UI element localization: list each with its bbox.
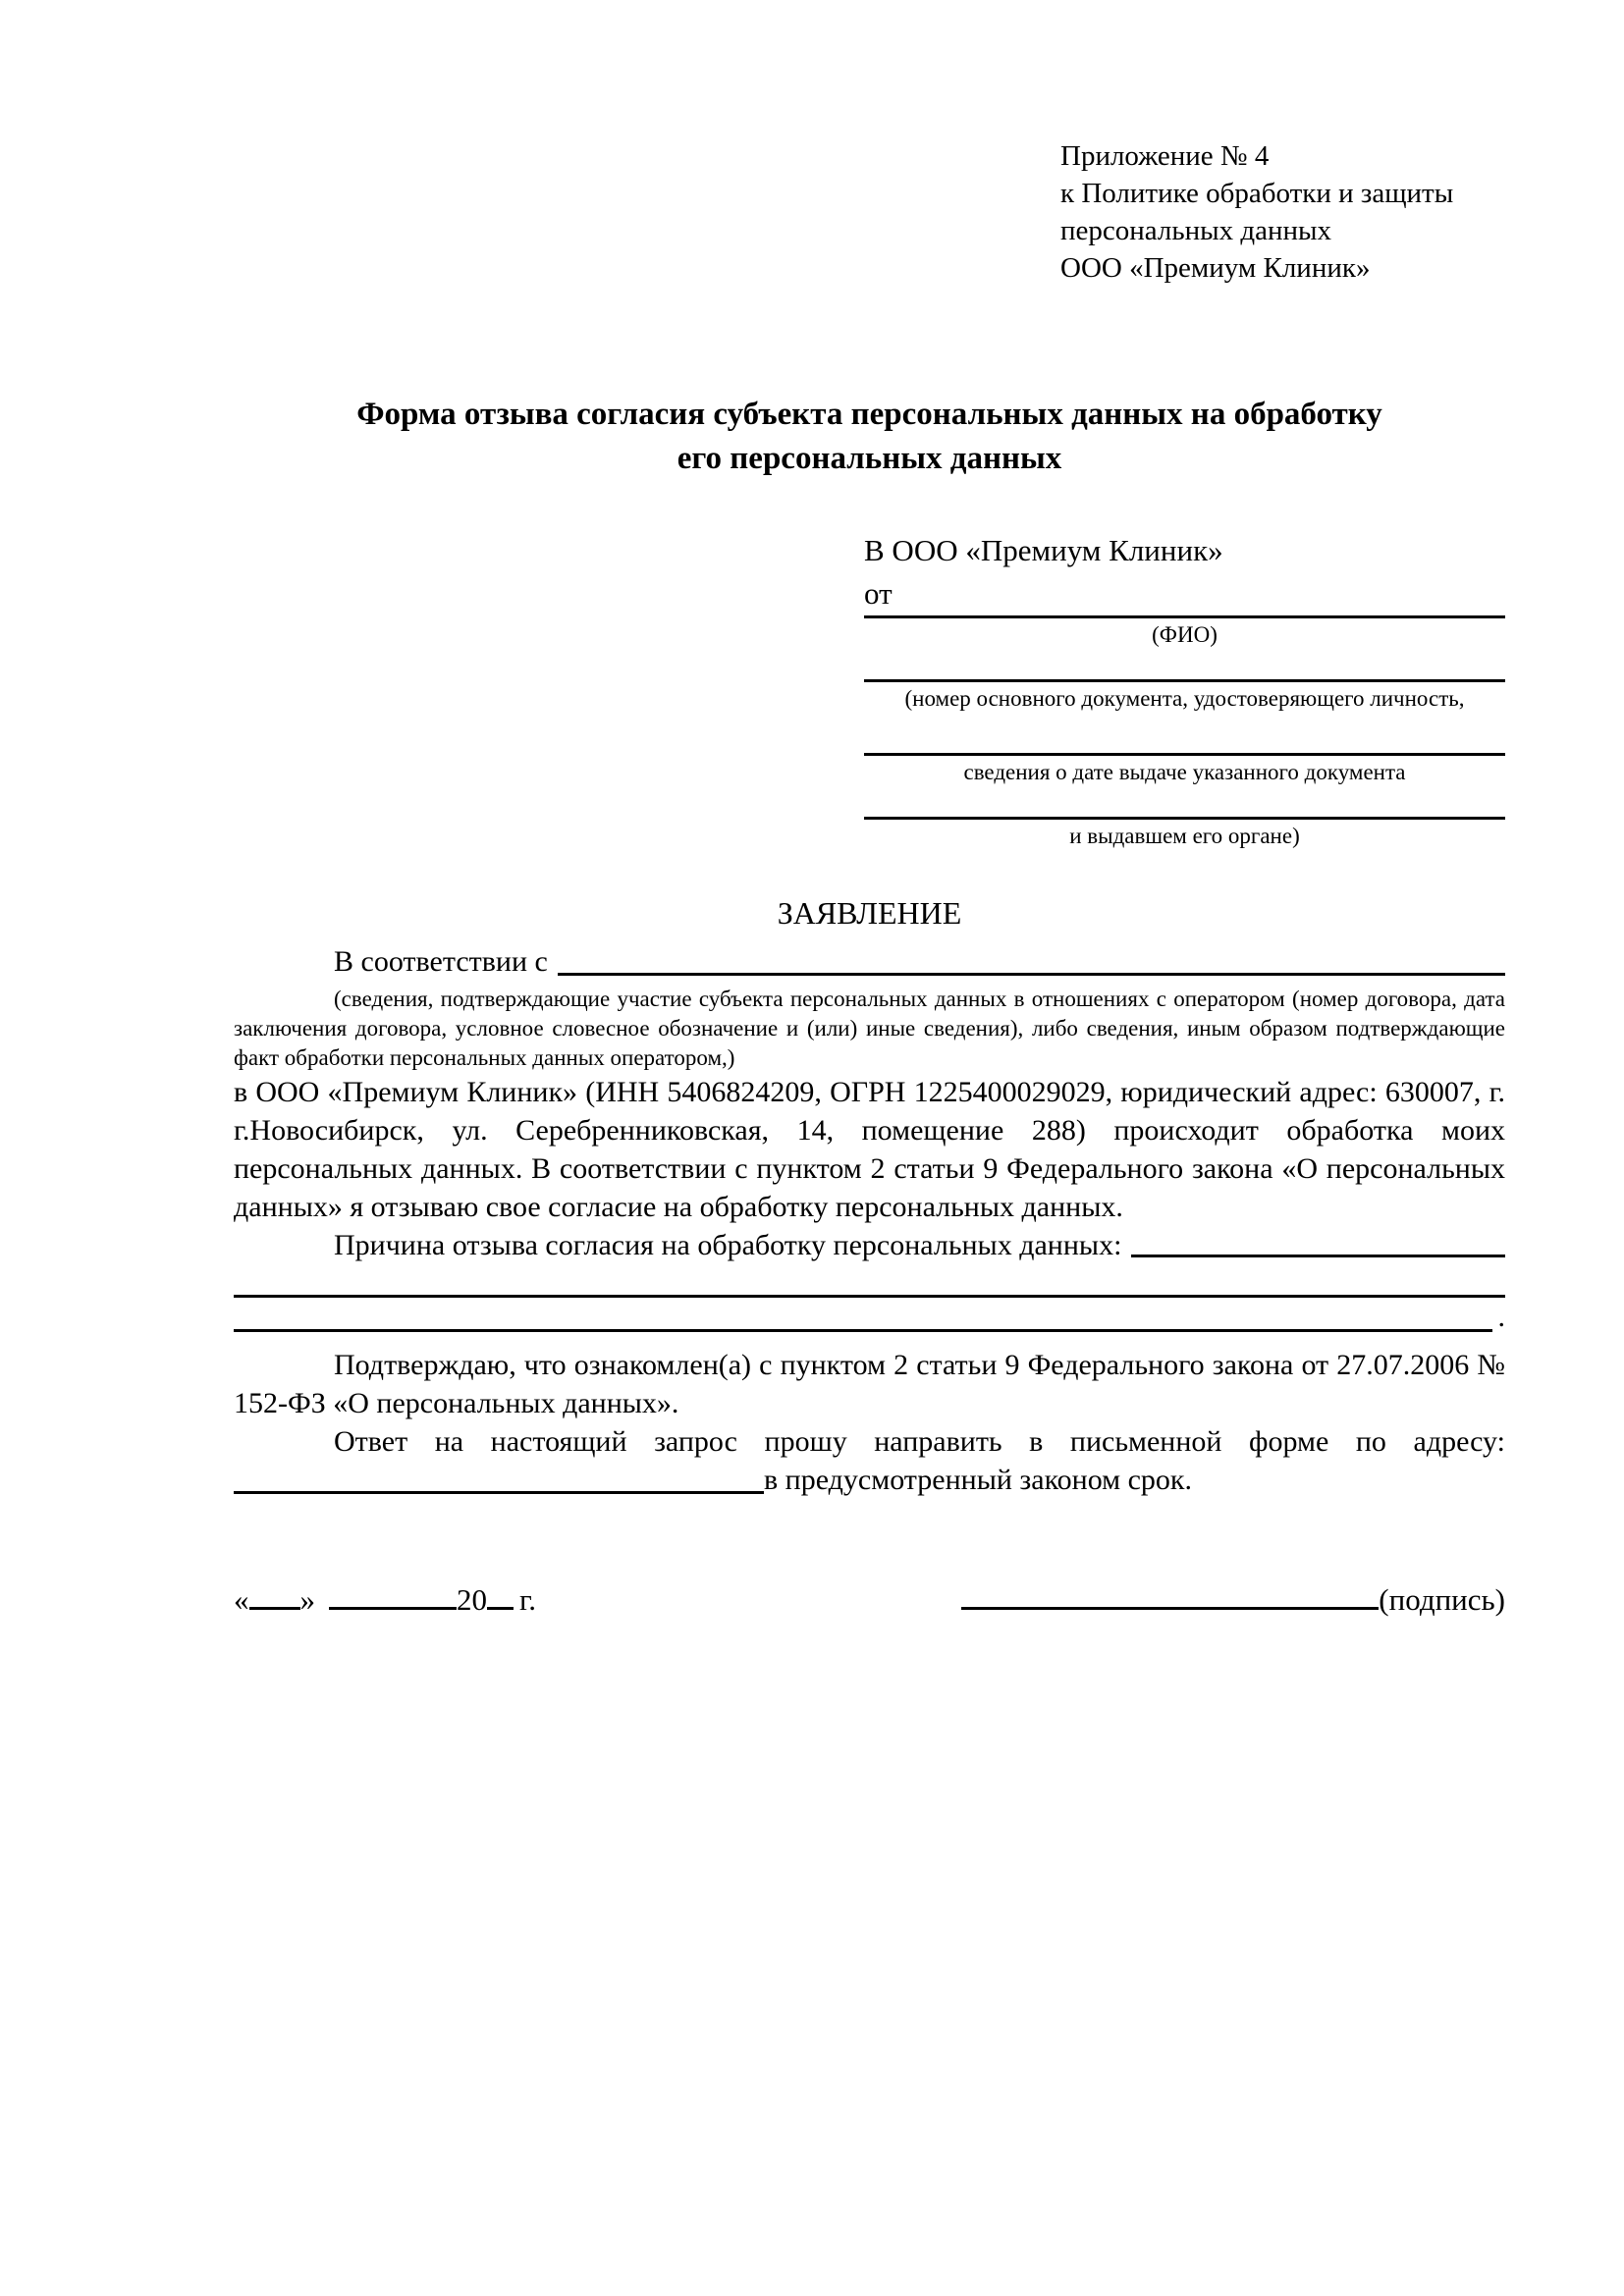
document-content	[234, 0, 1505, 1620]
reply-address-blank-line[interactable]	[234, 1491, 764, 1494]
confirmation-paragraph: Подтверждаю, что ознакомлен(а) с пунктом 2 статьи 9 Федерального закона от 27.07.2006 № 152-ФЗ «О персональных данных».	[234, 1349, 1505, 1419]
appendix-line: персональных данных	[1060, 215, 1332, 246]
appendix-block	[1060, 137, 1505, 287]
fio-blank-line[interactable]	[864, 615, 1505, 618]
issue-date-caption: сведения о дате выдаче указанного документа	[963, 760, 1406, 784]
document-title-line: его персональных данных	[677, 441, 1062, 476]
reply-address-row	[234, 1461, 1505, 1499]
reason-extra-blank-line-2	[234, 1298, 1505, 1332]
signature-blank-line[interactable]	[961, 1579, 1379, 1610]
issue-date-blank-line[interactable]	[864, 753, 1505, 756]
basis-row	[234, 941, 1505, 983]
document-title-line: Форма отзыва согласия субъекта персональных данных на обработку	[356, 397, 1382, 432]
basis-blank-line[interactable]	[558, 973, 1505, 976]
reason-extra-blank-line-1[interactable]	[234, 1264, 1505, 1298]
year-prefix: 20	[457, 1582, 487, 1617]
addressee-to: В ООО «Премиум Клиник»	[864, 533, 1223, 567]
reason-terminator: .	[1497, 1301, 1505, 1333]
year-suffix-label: г.	[519, 1582, 536, 1617]
reply-request-line: Ответ на настоящий запрос прошу направить в письменной форме по адресу:	[334, 1425, 1505, 1458]
signature-caption: (подпись)	[1379, 1582, 1505, 1617]
document-title	[234, 393, 1505, 481]
fio-caption: (ФИО)	[1152, 622, 1218, 647]
appendix-line: Приложение № 4	[1060, 140, 1270, 172]
reason-extra-blank-line-2-rule[interactable]	[234, 1329, 1492, 1332]
date-group	[234, 1579, 536, 1620]
date-quote-close: »	[299, 1582, 315, 1617]
statement-body: в ООО «Премиум Клиник» (ИНН 5406824209, ОГРН 1225400029029, юридический адрес: 630007, г. г.Новосибирск, ул. Серебренниковская, 14, помещение 288) происходит обработка моих персональных данных. В соответствии с пунктом 2 статьи 9 Федерального закона «О персональных данных» я отзываю свое согласие на обработку персональных данных.	[234, 1076, 1505, 1223]
basis-prefix: В соответствии с	[334, 945, 548, 978]
issuing-authority-blank-line[interactable]	[864, 817, 1505, 820]
day-blank-line[interactable]	[249, 1579, 300, 1610]
date-signature-row	[234, 1579, 1505, 1620]
reply-suffix: в предусмотренный законом срок.	[764, 1464, 1192, 1496]
addressee-from-label: от	[864, 576, 893, 611]
id-document-blank-line[interactable]	[864, 679, 1505, 682]
reason-blank-line[interactable]	[1131, 1255, 1505, 1257]
statement-heading: ЗАЯВЛЕНИЕ	[777, 895, 962, 931]
signature-group	[961, 1579, 1505, 1620]
reason-row	[234, 1226, 1505, 1264]
addressee-block	[864, 528, 1505, 851]
appendix-line: ООО «Премиум Клиник»	[1060, 252, 1371, 284]
statement-footnote: (сведения, подтверждающие участие субъекта персональных данных в отношениях с оператором (номер договора, дата заключения договора, условное словесное обозначение и (или) иные сведения), либо сведения, иным образом подтверждающие факт обработки персональных данных оператором,)	[234, 987, 1505, 1070]
reason-label: Причина отзыва согласия на обработку персональных данных:	[334, 1229, 1122, 1261]
date-quote-open: «	[234, 1582, 249, 1617]
id-document-caption: (номер основного документа, удостоверяющего личность,	[904, 686, 1465, 711]
issuing-authority-caption: и выдавшем его органе)	[1069, 824, 1300, 848]
month-blank-line[interactable]	[329, 1579, 457, 1610]
year-blank-line[interactable]	[487, 1579, 514, 1610]
appendix-line: к Политике обработки и защиты	[1060, 178, 1454, 209]
